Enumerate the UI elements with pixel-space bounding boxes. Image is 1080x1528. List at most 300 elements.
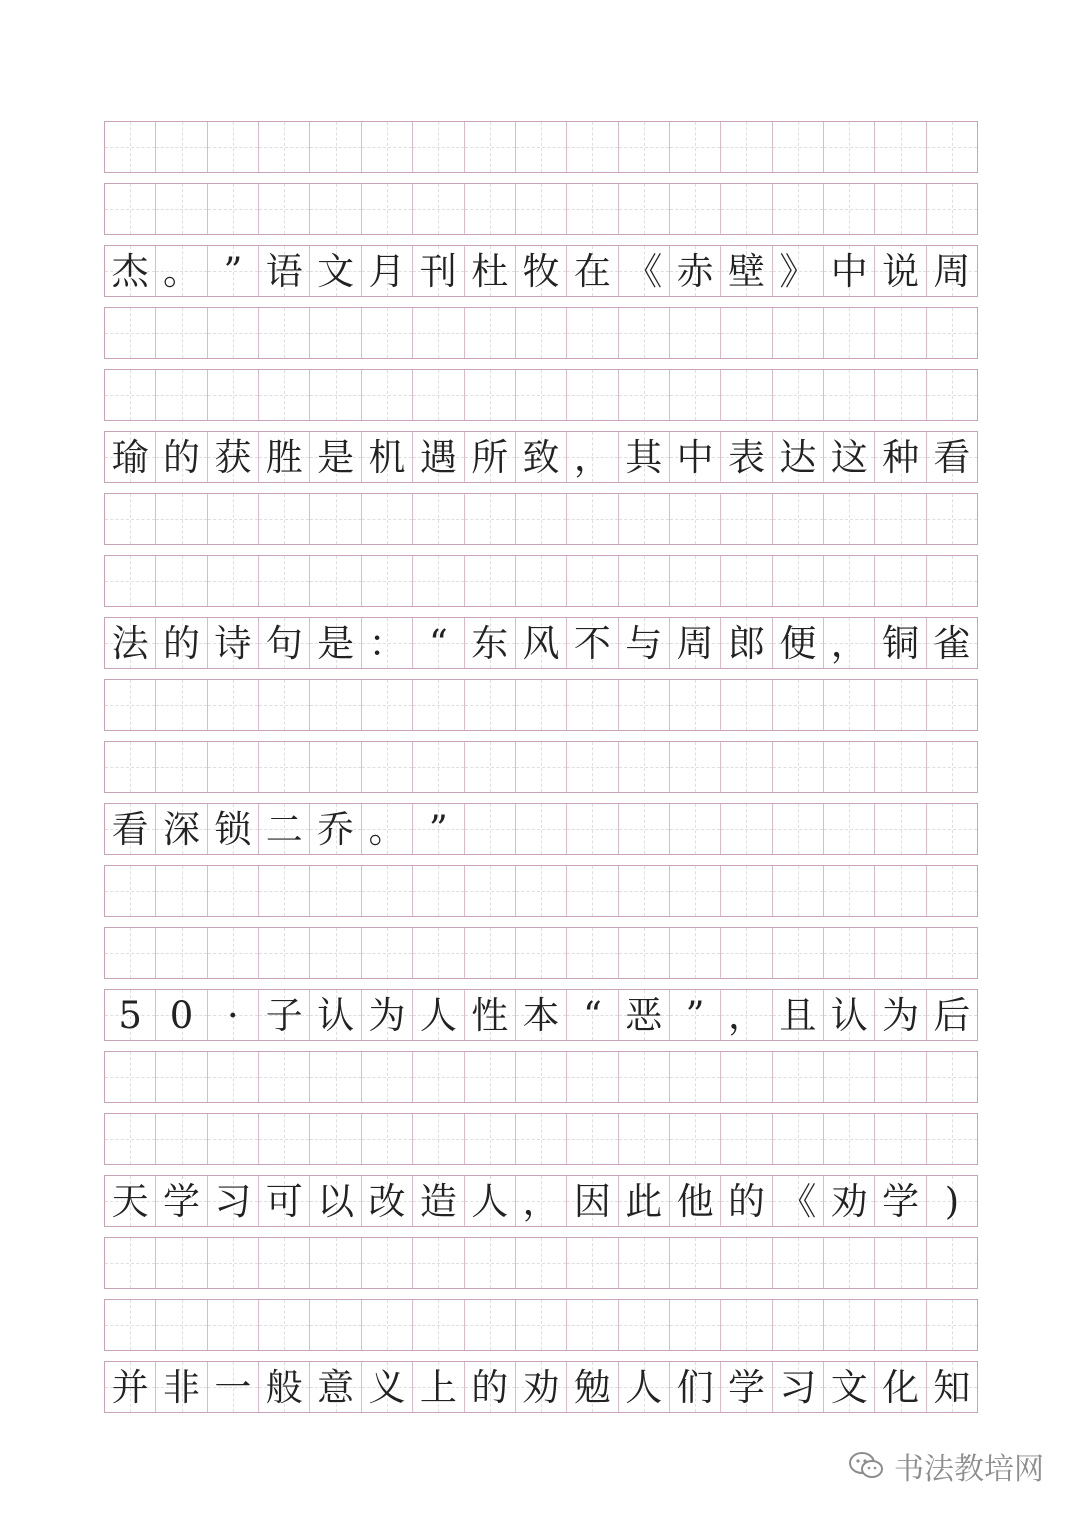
handwritten-character: 认 (317, 993, 355, 1037)
grid-cell (208, 1362, 259, 1412)
grid-cell (619, 680, 670, 730)
grid-cell (773, 122, 824, 172)
grid-cell (105, 370, 156, 420)
handwritten-character: 瑜 (111, 435, 149, 479)
handwritten-character: 与 (625, 621, 663, 665)
grid-cell (156, 1362, 207, 1412)
grid-cell (773, 1176, 824, 1226)
grid-cell (413, 928, 464, 978)
grid-cell (875, 742, 926, 792)
grid-cell (105, 1362, 156, 1412)
grid-cell (362, 556, 413, 606)
grid-cell (465, 122, 516, 172)
handwritten-character: 的 (163, 435, 201, 479)
grid-cell (875, 308, 926, 358)
grid-cell (413, 1300, 464, 1350)
handwritten-character: 致 (522, 435, 560, 479)
handwritten-character: 一 (214, 1365, 252, 1409)
grid-cell (670, 1238, 721, 1288)
grid-cell (875, 928, 926, 978)
grid-cell (208, 1300, 259, 1350)
grid-cell (619, 308, 670, 358)
grid-cell (413, 618, 464, 668)
grid-cell (208, 866, 259, 916)
handwritten-character: 中 (830, 249, 868, 293)
grid-cell (362, 1238, 413, 1288)
grid-cell (259, 370, 310, 420)
grid-cell (310, 680, 361, 730)
handwritten-character: 为 (368, 993, 406, 1037)
grid-cell (670, 990, 721, 1040)
handwritten-character: 人 (471, 1179, 509, 1223)
grid-cell (259, 308, 310, 358)
handwritten-character: 性 (471, 993, 509, 1037)
grid-cell (259, 122, 310, 172)
grid-cell (619, 1052, 670, 1102)
grid-cell (619, 990, 670, 1040)
grid-cell (362, 494, 413, 544)
grid-cell (875, 1362, 926, 1412)
grid-cell (156, 494, 207, 544)
handwritten-character: 可 (265, 1179, 303, 1223)
grid-cell (824, 122, 875, 172)
grid-cell (721, 556, 772, 606)
grid-cell (927, 990, 977, 1040)
handwritten-character: 本 (522, 993, 560, 1037)
grid-cell (413, 432, 464, 482)
grid-cell (362, 184, 413, 234)
grid-cell (773, 1238, 824, 1288)
grid-cell (721, 1362, 772, 1412)
grid-cell (156, 370, 207, 420)
grid-cell (208, 370, 259, 420)
grid-cell (208, 308, 259, 358)
grid-row (104, 493, 978, 545)
grid-cell (875, 1238, 926, 1288)
grid-cell (875, 246, 926, 296)
grid-cell (310, 928, 361, 978)
grid-cell (670, 184, 721, 234)
grid-cell (259, 990, 310, 1040)
handwritten-character: 所 (471, 435, 509, 479)
grid-cell (105, 122, 156, 172)
handwritten-character: “ (428, 621, 448, 665)
grid-cell (208, 1176, 259, 1226)
grid-row (104, 1237, 978, 1289)
handwritten-character: 表 (727, 435, 765, 479)
grid-cell (927, 122, 977, 172)
grid-cell (670, 804, 721, 854)
grid-cell (773, 184, 824, 234)
grid-cell (516, 1052, 567, 1102)
grid-cell (875, 618, 926, 668)
grid-cell (105, 1238, 156, 1288)
grid-cell (413, 990, 464, 1040)
grid-cell (465, 742, 516, 792)
grid-cell (310, 742, 361, 792)
watermark (848, 1444, 1044, 1488)
grid-row (104, 121, 978, 173)
grid-cell (208, 680, 259, 730)
grid-cell (670, 494, 721, 544)
grid-cell (773, 370, 824, 420)
handwritten-character: 并 (111, 1365, 149, 1409)
handwritten-character: 刊 (419, 249, 457, 293)
grid-cell (875, 494, 926, 544)
handwritten-character: 后 (933, 993, 971, 1037)
grid-cell (413, 680, 464, 730)
grid-cell (516, 680, 567, 730)
grid-cell (259, 432, 310, 482)
grid-cell (413, 246, 464, 296)
handwritten-character: 风 (522, 621, 560, 665)
grid-cell (670, 1052, 721, 1102)
grid-cell (773, 928, 824, 978)
grid-cell (413, 184, 464, 234)
grid-cell (310, 246, 361, 296)
handwritten-character: ” (685, 993, 705, 1037)
grid-cell (567, 184, 618, 234)
grid-cell (619, 742, 670, 792)
handwritten-character: 其 (625, 435, 663, 479)
grid-cell (465, 866, 516, 916)
grid-cell (516, 1238, 567, 1288)
grid-cell (721, 308, 772, 358)
grid-cell (773, 990, 824, 1040)
grid-cell (927, 928, 977, 978)
grid-cell (567, 990, 618, 1040)
grid-cell (619, 556, 670, 606)
grid-cell (516, 494, 567, 544)
grid-cell (773, 308, 824, 358)
handwritten-character: 子 (265, 993, 303, 1037)
grid-cell (516, 742, 567, 792)
grid-cell (773, 866, 824, 916)
grid-cell (670, 1176, 721, 1226)
grid-cell (824, 866, 875, 916)
grid-cell (567, 1052, 618, 1102)
grid-cell (105, 618, 156, 668)
grid-cell (156, 866, 207, 916)
handwritten-character: 看 (933, 435, 971, 479)
grid-cell (875, 990, 926, 1040)
handwritten-character: 看 (111, 807, 149, 851)
grid-cell (105, 1300, 156, 1350)
grid-cell (413, 1176, 464, 1226)
handwritten-character: 0 (169, 993, 194, 1037)
grid-cell (567, 308, 618, 358)
grid-row (104, 183, 978, 235)
grid-cell (208, 618, 259, 668)
grid-cell (875, 1114, 926, 1164)
grid-cell (362, 990, 413, 1040)
grid-cell (773, 1300, 824, 1350)
grid-cell (516, 928, 567, 978)
grid-cell (670, 432, 721, 482)
grid-row (104, 369, 978, 421)
grid-cell (773, 556, 824, 606)
grid-cell (927, 184, 977, 234)
handwritten-character: 们 (676, 1365, 714, 1409)
grid-row (104, 1361, 978, 1413)
grid-cell (619, 122, 670, 172)
grid-cell (208, 804, 259, 854)
grid-cell (516, 1176, 567, 1226)
grid-cell (310, 804, 361, 854)
grid-cell (156, 928, 207, 978)
grid-cell (208, 1052, 259, 1102)
grid-cell (105, 866, 156, 916)
handwritten-character: 认 (830, 993, 868, 1037)
grid-cell (927, 246, 977, 296)
grid-row (104, 1051, 978, 1103)
grid-cell (670, 618, 721, 668)
grid-cell (516, 1114, 567, 1164)
tianzige-writing-grid (104, 121, 978, 1423)
grid-cell (619, 928, 670, 978)
grid-cell (875, 1300, 926, 1350)
grid-cell (824, 1176, 875, 1226)
handwritten-character: 铜 (882, 621, 920, 665)
grid-cell (208, 494, 259, 544)
grid-cell (310, 556, 361, 606)
grid-cell (310, 122, 361, 172)
handwritten-character: 这 (830, 435, 868, 479)
handwritten-character: 知 (933, 1365, 971, 1409)
grid-cell (516, 432, 567, 482)
grid-cell (619, 804, 670, 854)
grid-row (104, 431, 978, 483)
handwritten-character: 种 (882, 435, 920, 479)
grid-cell (413, 1362, 464, 1412)
grid-row (104, 1299, 978, 1351)
grid-cell (619, 1114, 670, 1164)
handwritten-character: 化 (882, 1365, 920, 1409)
grid-cell (259, 1114, 310, 1164)
grid-cell (310, 1114, 361, 1164)
grid-cell (413, 370, 464, 420)
grid-cell (721, 990, 772, 1040)
grid-cell (619, 618, 670, 668)
handwritten-character: ， (830, 621, 868, 665)
grid-cell (310, 1176, 361, 1226)
grid-cell (105, 1114, 156, 1164)
grid-cell (208, 432, 259, 482)
grid-cell (259, 804, 310, 854)
handwritten-character: 语 (265, 249, 303, 293)
grid-cell (310, 494, 361, 544)
grid-cell (773, 618, 824, 668)
grid-cell (927, 742, 977, 792)
handwritten-character: 义 (368, 1365, 406, 1409)
grid-cell (567, 246, 618, 296)
handwritten-character: 在 (573, 249, 611, 293)
grid-cell (824, 928, 875, 978)
grid-cell (413, 308, 464, 358)
grid-cell (362, 1114, 413, 1164)
grid-cell (259, 1238, 310, 1288)
grid-cell (105, 742, 156, 792)
grid-cell (465, 804, 516, 854)
handwritten-character: 非 (163, 1365, 201, 1409)
grid-cell (310, 432, 361, 482)
grid-row (104, 927, 978, 979)
handwritten-character: 。 (368, 807, 406, 851)
grid-cell (927, 618, 977, 668)
grid-cell (362, 1176, 413, 1226)
grid-cell (773, 1114, 824, 1164)
handwritten-character: 学 (727, 1365, 765, 1409)
grid-cell (156, 246, 207, 296)
grid-cell (824, 308, 875, 358)
grid-cell (875, 184, 926, 234)
grid-cell (465, 246, 516, 296)
handwritten-character: 是 (317, 621, 355, 665)
grid-cell (721, 1052, 772, 1102)
grid-cell (721, 370, 772, 420)
handwritten-character: 周 (933, 249, 971, 293)
grid-cell (362, 866, 413, 916)
grid-cell (567, 1362, 618, 1412)
grid-cell (105, 1176, 156, 1226)
grid-cell (362, 928, 413, 978)
grid-cell (773, 494, 824, 544)
grid-cell (465, 928, 516, 978)
grid-cell (105, 432, 156, 482)
grid-cell (824, 246, 875, 296)
handwritten-character: 杜 (471, 249, 509, 293)
grid-cell (516, 122, 567, 172)
grid-row (104, 1175, 978, 1227)
grid-cell (824, 1238, 875, 1288)
handwritten-character: 天 (111, 1179, 149, 1223)
grid-cell (721, 928, 772, 978)
grid-cell (516, 1362, 567, 1412)
handwritten-character: 不 (573, 621, 611, 665)
grid-cell (824, 1114, 875, 1164)
grid-cell (310, 1052, 361, 1102)
handwritten-character: 学 (163, 1179, 201, 1223)
handwritten-character: 锁 (214, 807, 252, 851)
grid-cell (516, 308, 567, 358)
grid-row (104, 617, 978, 669)
grid-cell (824, 432, 875, 482)
grid-cell (773, 246, 824, 296)
grid-cell (567, 618, 618, 668)
handwritten-character: 改 (368, 1179, 406, 1223)
grid-cell (516, 556, 567, 606)
grid-cell (259, 556, 310, 606)
grid-cell (619, 184, 670, 234)
grid-cell (875, 122, 926, 172)
grid-cell (721, 1300, 772, 1350)
grid-cell (721, 866, 772, 916)
grid-cell (362, 1052, 413, 1102)
grid-row (104, 741, 978, 793)
grid-cell (516, 1300, 567, 1350)
handwritten-character: 的 (471, 1365, 509, 1409)
grid-cell (156, 1300, 207, 1350)
grid-cell (927, 1300, 977, 1350)
handwritten-character: 勉 (573, 1365, 611, 1409)
handwritten-character: 牧 (522, 249, 560, 293)
grid-cell (567, 866, 618, 916)
grid-cell (670, 246, 721, 296)
grid-cell (259, 184, 310, 234)
handwritten-character: 法 (111, 621, 149, 665)
watermark-text: 书法教培网 (894, 1452, 1044, 1487)
grid-cell (259, 1362, 310, 1412)
handwritten-character: 造 (419, 1179, 457, 1223)
grid-cell (362, 680, 413, 730)
grid-cell (927, 680, 977, 730)
grid-cell (208, 928, 259, 978)
grid-cell (259, 246, 310, 296)
handwritten-character: 。 (163, 249, 201, 293)
grid-cell (824, 1052, 875, 1102)
handwritten-character: 杰 (111, 249, 149, 293)
handwritten-character: ” (223, 249, 243, 293)
grid-cell (259, 1052, 310, 1102)
grid-cell (567, 804, 618, 854)
handwritten-character: 月 (368, 249, 406, 293)
grid-cell (465, 1362, 516, 1412)
handwritten-character: 周 (676, 621, 714, 665)
grid-cell (413, 866, 464, 916)
grid-cell (156, 1114, 207, 1164)
grid-cell (362, 246, 413, 296)
grid-cell (567, 1238, 618, 1288)
handwritten-character: 5 (118, 993, 142, 1037)
handwritten-character: 《 (625, 249, 663, 293)
grid-cell (259, 866, 310, 916)
grid-cell (259, 928, 310, 978)
grid-cell (670, 742, 721, 792)
grid-cell (619, 370, 670, 420)
grid-cell (773, 680, 824, 730)
grid-cell (156, 184, 207, 234)
grid-cell (516, 866, 567, 916)
grid-cell (105, 990, 156, 1040)
grid-cell (670, 680, 721, 730)
grid-row (104, 989, 978, 1041)
grid-cell (465, 1238, 516, 1288)
grid-cell (670, 1114, 721, 1164)
grid-cell (259, 1300, 310, 1350)
grid-cell (465, 556, 516, 606)
handwritten-character: 为 (882, 993, 920, 1037)
grid-cell (927, 1362, 977, 1412)
grid-cell (105, 556, 156, 606)
grid-cell (465, 308, 516, 358)
handwritten-character: 》 (779, 249, 817, 293)
grid-cell (465, 432, 516, 482)
grid-cell (362, 1300, 413, 1350)
handwritten-character: ， (522, 1179, 560, 1223)
grid-cell (619, 1238, 670, 1288)
grid-cell (413, 804, 464, 854)
grid-cell (721, 122, 772, 172)
grid-cell (465, 1176, 516, 1226)
grid-cell (567, 928, 618, 978)
grid-cell (156, 680, 207, 730)
grid-cell (773, 1052, 824, 1102)
grid-cell (310, 308, 361, 358)
grid-cell (516, 184, 567, 234)
grid-cell (824, 184, 875, 234)
grid-cell (927, 804, 977, 854)
grid-cell (927, 1052, 977, 1102)
